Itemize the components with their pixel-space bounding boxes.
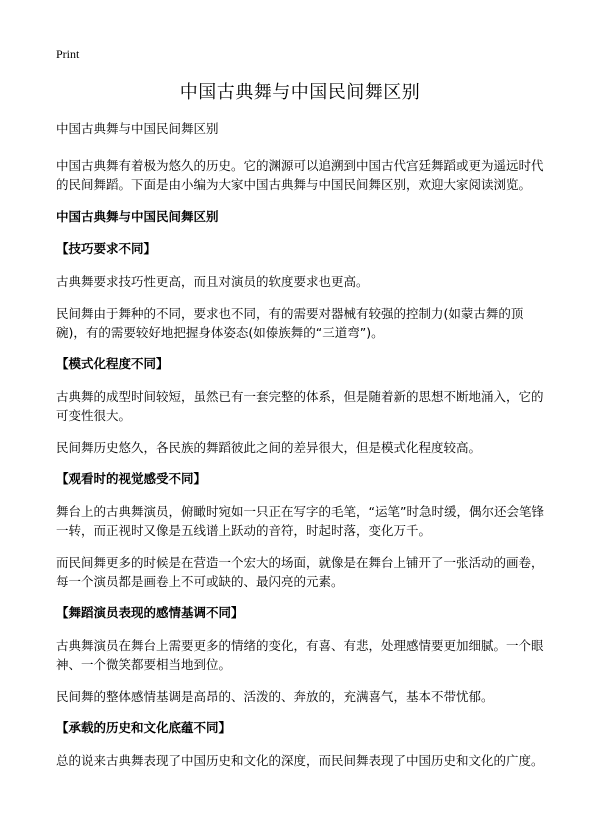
section-heading-visual: 【观看时的视觉感受不同】 [56,471,207,486]
section-heading-emotion: 【舞蹈演员表现的感情基调不同】 [56,605,244,620]
article-body [56,120,548,783]
paragraph: 民间舞历史悠久，各民族的舞蹈彼此之间的差异很大，但是模式化程度较高。 [56,440,482,455]
section-heading-pattern: 【模式化程度不同】 [56,356,169,371]
intro-paragraph: 中国古典舞有着极为悠久的历史。它的渊源可以追溯到中国古代宫廷舞蹈或更为遥远时代的民间舞蹈。下面是由小编为大家中国古典舞与中国民间舞区别，欢迎大家阅读浏览。 [56,158,544,192]
section-heading-culture: 【承载的历史和文化底蕴不同】 [56,720,232,735]
paragraph: 总的说来古典舞表现了中国历史和文化的深度，而民间舞表现了中国历史和文化的广度。 [56,753,544,768]
article-subtitle: 中国古典舞与中国民间舞区别 [56,121,219,136]
paragraph: 民间舞由于舞种的不同，要求也不同，有的需要对器械有较强的控制力(如蒙古舞的顶碗)，有的需要较好地把握身体姿态(如傣族舞的“三道弯”)。 [56,306,524,340]
paragraph: 而民间舞更多的时候是在营造一个宏大的场面，就像是在舞台上铺开了一张活动的画卷，每一个演员都是画卷上不可或缺的、最闪亮的元素。 [56,555,544,589]
print-link[interactable]: Print [56,47,80,61]
main-heading: 中国古典舞与中国民间舞区别 [56,209,219,224]
paragraph: 民间舞的整体感情基调是高昂的、活泼的、奔放的，充满喜气，基本不带忧郁。 [56,689,494,704]
paragraph: 古典舞演员在舞台上需要更多的情绪的变化，有喜、有悲，处理感情要更加细腻。一个眼神、一个微笑都要相当地到位。 [56,638,544,672]
page-title: 中国古典舞与中国民间舞区别 [179,82,421,103]
paragraph: 古典舞要求技巧性更高，而且对演员的软度要求也更高。 [56,274,369,289]
paragraph: 古典舞的成型时间较短，虽然已有一套完整的体系，但是随着新的思想不断地涌入，它的可变性很大。 [56,389,544,423]
section-heading-skill: 【技巧要求不同】 [56,241,157,256]
paragraph: 舞台上的古典舞演员，俯瞰时宛如一只正在写字的毛笔，“运笔”时急时缓，偶尔还会笔锋一转，而正视时又像是五线谱上跃动的音符，时起时落，变化万千。 [56,504,544,538]
